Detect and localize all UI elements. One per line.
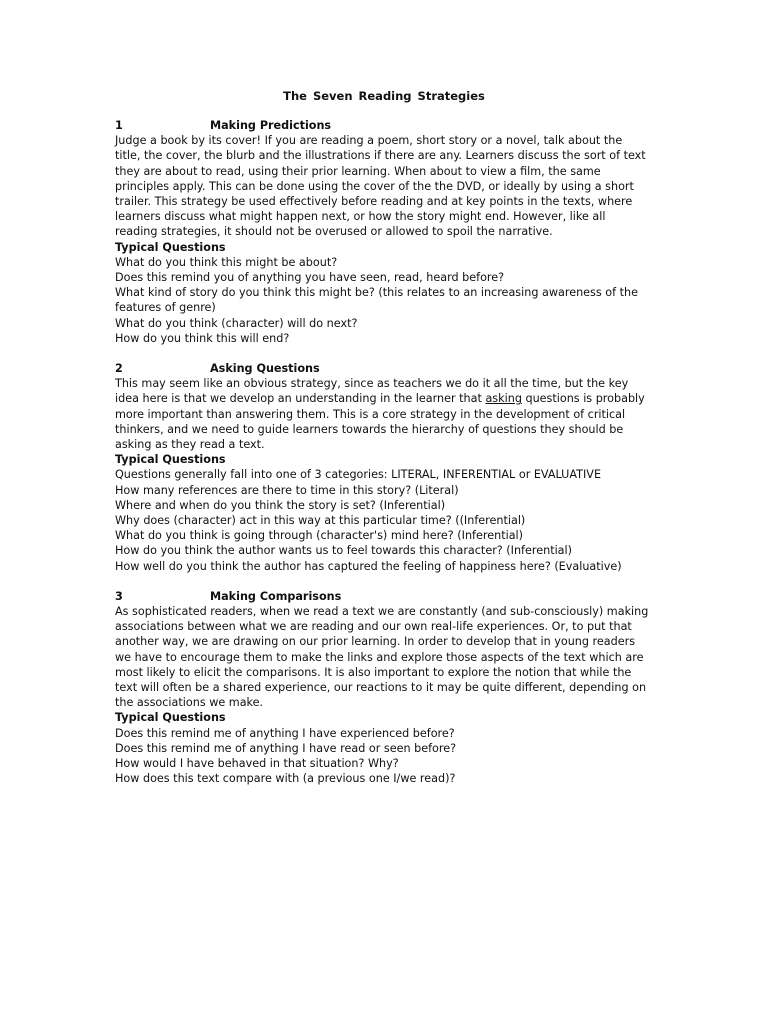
section-making-predictions — [115, 118, 655, 346]
typical-questions-heading: Typical Questions — [115, 453, 226, 467]
section-number: 2 — [115, 362, 123, 376]
paragraph-text: This may seem like an obvious strategy, since as teachers we do it all the time, but the key idea here is that we develop an understanding in the learner that — [115, 377, 629, 406]
section-asking-questions — [115, 361, 655, 574]
question-line: What do you think is going through (character's) mind here? (Inferential) — [115, 529, 524, 543]
section-paragraph: Judge a book by its cover! If you are reading a poem, short story or a novel, talk about the title, the cover, the blurb and the illustrations if there are any. Learners discuss the sort of text they are about to read, using their prior learning. When about to view a film, the same principles apply. This can be done using the cover of the the DVD, or ideally by using a short trailer. This strategy be used effectively before reading and at key points in the texts, where learners discuss what might happen next, or how the story might end. However, like all reading strategies, it should not be overused or allowed to spoil the narrative. — [115, 134, 646, 239]
section-making-comparisons — [115, 589, 655, 787]
section-paragraph — [115, 376, 655, 452]
question-line: How many references are there to time in this story? (Literal) — [115, 483, 459, 497]
question-line: How would I have behaved in that situation? Why? — [115, 757, 399, 771]
section-paragraph: As sophisticated readers, when we read a text we are constantly (and sub-consciously) making associations between what we are reading and our own real-life experiences. Or, to put that another way, we are drawing on our prior learning. In order to develop that in young readers we have to encourage them to make the links and explore those aspects of the text which are most likely to elicit the comparisons. It is also important to explore the notion that while the text will often be a shared experience, our reactions to it may be quite different, depending on the associations we make. — [115, 605, 649, 710]
section-number: 1 — [115, 119, 123, 132]
question-line: What do you think (character) will do next? — [115, 316, 358, 330]
section-heading — [115, 361, 655, 376]
section-heading — [115, 118, 655, 133]
question-line: How does this text compare with (a previous one I/we read)? — [115, 772, 456, 786]
typical-questions-heading: Typical Questions — [115, 711, 226, 725]
section-title: Making Predictions — [210, 119, 332, 132]
question-line: Why does (character) act in this way at this particular time? ((Inferential) — [115, 514, 526, 528]
document-title: The Seven Reading Strategies — [283, 89, 485, 103]
section-title: Asking Questions — [210, 362, 320, 376]
section-number: 3 — [115, 589, 123, 603]
question-line: Where and when do you think the story is set? (Inferential) — [115, 498, 446, 512]
typical-questions-heading: Typical Questions — [115, 240, 226, 254]
document-body — [115, 118, 655, 801]
question-line: Does this remind me of anything I have read or seen before? — [115, 741, 457, 755]
question-line: Does this remind you of anything you have seen, read, heard before? — [115, 271, 505, 285]
question-line: What do you think this might be about? — [115, 255, 338, 269]
section-title: Making Comparisons — [210, 589, 342, 603]
section-heading — [115, 589, 655, 604]
question-line: How well do you think the author has captured the feeling of happiness here? (Evaluative) — [115, 559, 622, 573]
question-line: Does this remind me of anything I have experienced before? — [115, 726, 455, 740]
question-line: Questions generally fall into one of 3 categories: LITERAL, INFERENTIAL or EVALUATIVE — [115, 468, 602, 482]
question-line: How do you think the author wants us to feel towards this character? (Inferential) — [115, 544, 573, 558]
question-line: How do you think this will end? — [115, 331, 290, 345]
paragraph-text: questions is probably more important than answering them. This is a core strategy in the development of critical thinkers, and we need to guide learners towards the hierarchy of questions they should be asking as they read a text. — [115, 392, 645, 452]
underlined-word: asking — [485, 392, 522, 406]
question-line: What kind of story do you think this might be? (this relates to an increasing awareness of the features of genre) — [115, 286, 638, 315]
